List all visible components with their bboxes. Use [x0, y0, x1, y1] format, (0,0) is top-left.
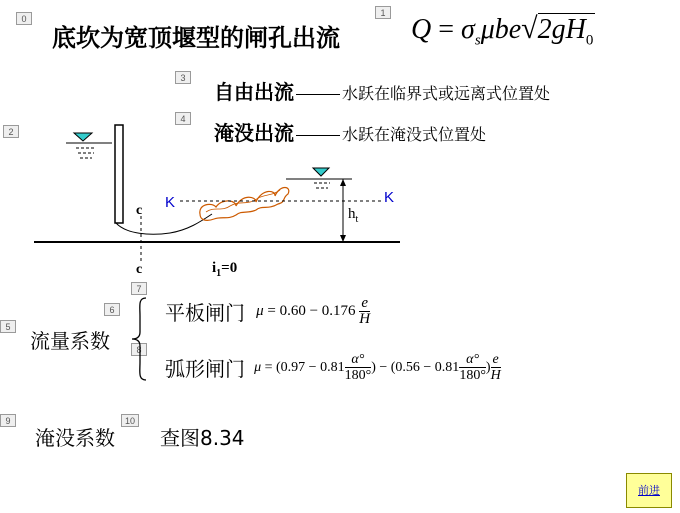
arc-gate-name: 弧形闸门 — [165, 357, 245, 381]
label-ht: $h_t$ — [348, 206, 359, 225]
flat-gate-name: 平板闸门 — [165, 301, 245, 325]
submerge-coef-label: 淹没系数 — [35, 426, 115, 450]
label-c-bottom: c — [136, 262, 143, 277]
slide-tag-5: 5 — [0, 320, 16, 333]
sqrt-sign: √ — [521, 12, 538, 45]
submerged-flow-desc: 水跃在淹没式位置处 — [342, 125, 487, 144]
label-slope: $i_1=0$ — [212, 260, 238, 279]
next-button[interactable]: 前进 — [626, 473, 672, 508]
arc-gate-formula: μ = (0.97 − 0.81 $\frac{\alpha^\circ}{180^\circ}$ ) − (0.56 − 0.81 $\frac{\alpha^\circ}{180^\circ}$ ) $\frac{e}{H}$ — [254, 352, 501, 383]
slide-tag-8: 8 — [131, 343, 147, 356]
slide-tag-1: 1 — [375, 6, 391, 19]
slide-tag-2: 2 — [3, 125, 19, 138]
slide-tag-7: 7 — [131, 282, 147, 295]
page-title: 底坎为宽顶堰型的闸孔出流 — [52, 24, 340, 52]
sluice-gate — [115, 125, 123, 223]
contracted-water-surface — [116, 214, 212, 234]
submerge-coef-ref: 查图8.34 — [160, 426, 245, 450]
label-k-right: K — [384, 189, 395, 206]
formula-sub-0: 0 — [585, 32, 594, 49]
free-flow-term: 自由出流 — [214, 80, 294, 104]
label-c-top: c — [136, 203, 143, 218]
slide-tag-4: 4 — [175, 112, 191, 125]
formula-radicand: 2gH — [537, 14, 586, 45]
formula-sigma: σ — [461, 14, 475, 45]
flat-gate-formula: μ = 0.60 − 0.176 $\frac{e}{H}$ — [256, 295, 371, 327]
formula-eq: = — [438, 14, 455, 45]
free-flow-desc: 水跃在临界式或远离式位置处 — [342, 84, 551, 103]
formula-q: Q — [411, 14, 432, 45]
flat-gate-row — [165, 296, 370, 327]
slide-tag-0: 0 — [16, 12, 32, 25]
submerged-flow-term: 淹没出流 — [214, 121, 294, 145]
upstream-water-level-icon — [74, 133, 92, 141]
slide-tag-3: 3 — [175, 71, 191, 84]
brace-icon — [128, 296, 150, 382]
slide-tag-9: 9 — [0, 414, 16, 427]
tailwater-level-icon — [313, 168, 329, 176]
formula-sub-s: s — [474, 32, 481, 49]
formula-mid: μbe — [480, 14, 522, 45]
discharge-coef-label: 流量系数 — [30, 329, 110, 353]
label-k-left: K — [165, 194, 176, 211]
slide-tag-10: 10 — [121, 414, 139, 427]
slide-tag-6: 6 — [104, 303, 120, 316]
arc-gate-row — [165, 352, 501, 383]
